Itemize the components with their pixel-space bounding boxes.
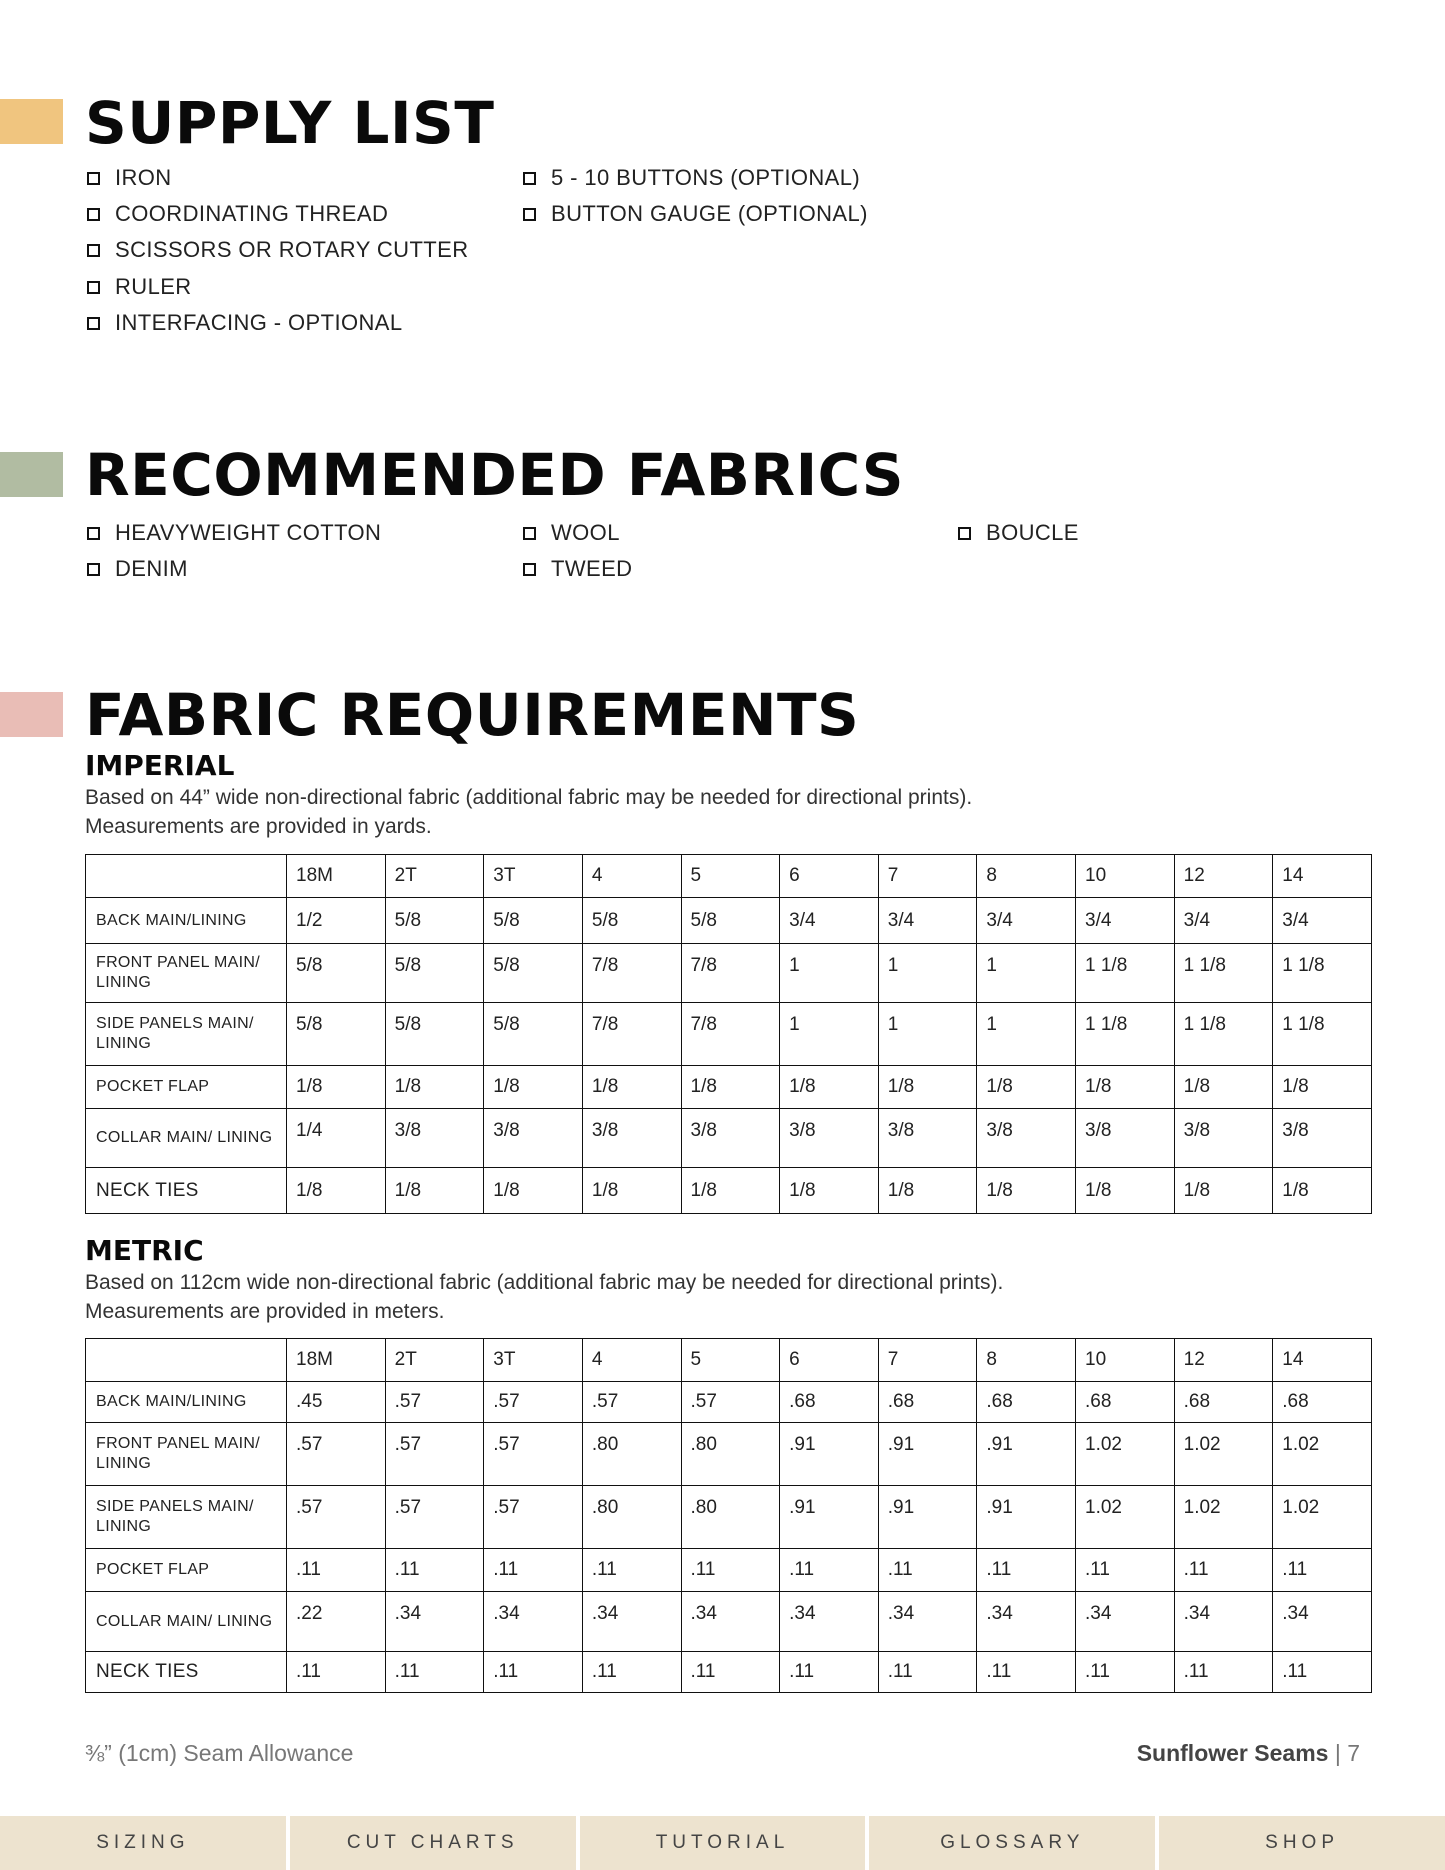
value-cell: 1/8 xyxy=(1273,1168,1372,1214)
supply-list-color-bar xyxy=(0,99,63,144)
value-cell: .91 xyxy=(878,1486,977,1549)
row-label-cell: FRONT PANEL MAIN/ LINING xyxy=(86,1423,287,1486)
value-cell: .57 xyxy=(287,1423,386,1486)
value-cell: .68 xyxy=(1076,1382,1175,1423)
metric-note xyxy=(85,1268,1003,1326)
value-cell: .34 xyxy=(878,1592,977,1652)
value-cell: .11 xyxy=(385,1652,484,1693)
value-cell: 3/4 xyxy=(780,898,879,944)
value-cell: 3/8 xyxy=(780,1109,879,1168)
value-cell: .11 xyxy=(1076,1549,1175,1592)
value-cell: 1/8 xyxy=(582,1066,681,1109)
value-cell: 1/8 xyxy=(681,1066,780,1109)
supply-item[interactable]: IRON xyxy=(87,165,172,191)
checkbox-icon[interactable] xyxy=(523,172,536,185)
value-cell: 1/8 xyxy=(287,1066,386,1109)
fabric-item[interactable]: DENIM xyxy=(87,556,188,582)
value-cell: 1 1/8 xyxy=(1174,944,1273,1003)
size-header-cell: 14 xyxy=(1273,1339,1372,1382)
value-cell: .11 xyxy=(1273,1652,1372,1693)
recommended-fabrics-color-bar xyxy=(0,452,63,497)
value-cell: .11 xyxy=(977,1549,1076,1592)
value-cell: .34 xyxy=(1174,1592,1273,1652)
value-cell: 3/8 xyxy=(484,1109,583,1168)
value-cell: .45 xyxy=(287,1382,386,1423)
value-cell: 3/8 xyxy=(1076,1109,1175,1168)
row-label-cell: COLLAR MAIN/ LINING xyxy=(86,1592,287,1652)
bottom-navigation xyxy=(0,1816,1445,1870)
size-header-cell: 6 xyxy=(780,855,879,898)
value-cell: .34 xyxy=(582,1592,681,1652)
value-cell: 1 1/8 xyxy=(1273,944,1372,1003)
value-cell: 1/8 xyxy=(780,1066,879,1109)
value-cell: .57 xyxy=(484,1423,583,1486)
value-cell: .34 xyxy=(484,1592,583,1652)
size-header-cell: 10 xyxy=(1076,855,1175,898)
value-cell: .34 xyxy=(1273,1592,1372,1652)
value-cell: .91 xyxy=(780,1486,879,1549)
nav-tab-tutorial[interactable]: TUTORIAL xyxy=(580,1816,866,1870)
imperial-note-line1: Based on 44” wide non-directional fabric (additional fabric may be needed for directional prints). xyxy=(85,786,973,809)
value-cell: 5/8 xyxy=(385,1003,484,1066)
value-cell: .11 xyxy=(878,1652,977,1693)
value-cell: 1 xyxy=(780,944,879,1003)
value-cell: .11 xyxy=(681,1549,780,1592)
value-cell: 1 1/8 xyxy=(1076,1003,1175,1066)
value-cell: 3/8 xyxy=(385,1109,484,1168)
value-cell: 3/8 xyxy=(1174,1109,1273,1168)
value-cell: 1/8 xyxy=(1076,1168,1175,1214)
value-cell: 3/8 xyxy=(681,1109,780,1168)
imperial-requirements-table xyxy=(85,854,1372,1214)
row-label-cell: SIDE PANELS MAIN/ LINING xyxy=(86,1003,287,1066)
value-cell: 3/8 xyxy=(878,1109,977,1168)
value-cell: .91 xyxy=(977,1423,1076,1486)
nav-tab-glossary[interactable]: GLOSSARY xyxy=(869,1816,1155,1870)
value-cell: 1.02 xyxy=(1076,1486,1175,1549)
value-cell: .11 xyxy=(878,1549,977,1592)
size-header-cell: 18M xyxy=(287,855,386,898)
size-header-cell: 3T xyxy=(484,855,583,898)
checkbox-icon[interactable] xyxy=(523,208,536,221)
value-cell: .11 xyxy=(977,1652,1076,1693)
value-cell: 1.02 xyxy=(1174,1423,1273,1486)
metric-note-line2: Measurements are provided in meters. xyxy=(85,1300,445,1323)
table-row xyxy=(86,1109,1372,1168)
table-row xyxy=(86,1549,1372,1592)
row-label-cell: NECK TIES xyxy=(86,1168,287,1214)
size-header-cell: 8 xyxy=(977,855,1076,898)
value-cell: 3/4 xyxy=(1273,898,1372,944)
value-cell: 5/8 xyxy=(385,944,484,1003)
value-cell: 5/8 xyxy=(484,1003,583,1066)
value-cell: 7/8 xyxy=(681,944,780,1003)
value-cell: 1 xyxy=(977,1003,1076,1066)
value-cell: 1/8 xyxy=(1174,1168,1273,1214)
size-header-cell: 7 xyxy=(878,1339,977,1382)
value-cell: .68 xyxy=(878,1382,977,1423)
value-cell: .11 xyxy=(780,1652,879,1693)
value-cell: 1/4 xyxy=(287,1109,386,1168)
table-row xyxy=(86,1423,1372,1486)
value-cell: .68 xyxy=(1273,1382,1372,1423)
value-cell: .68 xyxy=(977,1382,1076,1423)
size-header-cell: 4 xyxy=(582,855,681,898)
size-header-cell: 10 xyxy=(1076,1339,1175,1382)
supply-item[interactable]: COORDINATING THREAD xyxy=(87,201,388,227)
value-cell: .11 xyxy=(1273,1549,1372,1592)
table-row xyxy=(86,1066,1372,1109)
value-cell: 3/4 xyxy=(977,898,1076,944)
value-cell: 1/8 xyxy=(681,1168,780,1214)
value-cell: 1/8 xyxy=(1174,1066,1273,1109)
value-cell: 1/8 xyxy=(484,1168,583,1214)
size-header-row xyxy=(86,1339,1372,1382)
row-label-cell: COLLAR MAIN/ LINING xyxy=(86,1109,287,1168)
row-label-cell: BACK MAIN/LINING xyxy=(86,1382,287,1423)
metric-note-line1: Based on 112cm wide non-directional fabric (additional fabric may be needed for directional prints). xyxy=(85,1271,1004,1294)
size-header-cell: 12 xyxy=(1174,1339,1273,1382)
metric-requirements-table xyxy=(85,1338,1372,1693)
value-cell: .68 xyxy=(1174,1382,1273,1423)
value-cell: .11 xyxy=(780,1549,879,1592)
value-cell: 3/4 xyxy=(1174,898,1273,944)
size-header-cell: 5 xyxy=(681,1339,780,1382)
value-cell: 1 1/8 xyxy=(1273,1003,1372,1066)
value-cell: 1/8 xyxy=(780,1168,879,1214)
table-row xyxy=(86,1486,1372,1549)
value-cell: .11 xyxy=(582,1549,681,1592)
value-cell: 1.02 xyxy=(1273,1486,1372,1549)
value-cell: .57 xyxy=(385,1423,484,1486)
value-cell: .80 xyxy=(681,1423,780,1486)
table-row xyxy=(86,1382,1372,1423)
supply-list-title: SUPPLY LIST xyxy=(85,89,495,157)
value-cell: .11 xyxy=(1174,1549,1273,1592)
page-footer-brand xyxy=(1137,1740,1360,1767)
value-cell: 7/8 xyxy=(582,944,681,1003)
brand-name: Sunflower Seams xyxy=(1136,1740,1329,1766)
nav-tab-sizing[interactable]: SIZING xyxy=(0,1816,286,1870)
value-cell: .22 xyxy=(287,1592,386,1652)
checkbox-icon[interactable] xyxy=(87,281,100,294)
imperial-note xyxy=(85,783,972,841)
value-cell: 1/8 xyxy=(977,1168,1076,1214)
row-label-cell: NECK TIES xyxy=(86,1652,287,1693)
value-cell: .34 xyxy=(681,1592,780,1652)
fabric-requirements-color-bar xyxy=(0,692,63,737)
value-cell: 1.02 xyxy=(1273,1423,1372,1486)
value-cell: 1/8 xyxy=(1273,1066,1372,1109)
checkbox-icon[interactable] xyxy=(87,563,100,576)
value-cell: .11 xyxy=(1174,1652,1273,1693)
row-label-cell: SIDE PANELS MAIN/ LINING xyxy=(86,1486,287,1549)
checkbox-icon[interactable] xyxy=(87,208,100,221)
value-cell: 1/8 xyxy=(484,1066,583,1109)
supply-item[interactable]: RULER xyxy=(87,274,192,300)
value-cell: 5/8 xyxy=(385,898,484,944)
value-cell: 1/8 xyxy=(977,1066,1076,1109)
value-cell: 1/8 xyxy=(878,1168,977,1214)
value-cell: 3/8 xyxy=(977,1109,1076,1168)
value-cell: 1.02 xyxy=(1076,1423,1175,1486)
value-cell: .11 xyxy=(681,1652,780,1693)
page-number: 7 xyxy=(1347,1740,1360,1766)
value-cell: 1 xyxy=(780,1003,879,1066)
value-cell: .68 xyxy=(780,1382,879,1423)
footer-separator: | xyxy=(1328,1740,1348,1766)
value-cell: 5/8 xyxy=(484,944,583,1003)
header-blank-cell xyxy=(86,1339,287,1382)
value-cell: 3/8 xyxy=(582,1109,681,1168)
value-cell: .91 xyxy=(977,1486,1076,1549)
value-cell: .80 xyxy=(582,1486,681,1549)
supply-item[interactable]: SCISSORS OR ROTARY CUTTER xyxy=(87,237,469,263)
fabric-item[interactable]: TWEED xyxy=(523,556,632,582)
value-cell: 1/8 xyxy=(385,1168,484,1214)
size-header-cell: 8 xyxy=(977,1339,1076,1382)
checkbox-icon[interactable] xyxy=(523,563,536,576)
value-cell: .57 xyxy=(484,1486,583,1549)
nav-tab-cut-charts[interactable]: CUT CHARTS xyxy=(290,1816,576,1870)
recommended-fabrics-title: RECOMMENDED FABRICS xyxy=(85,441,905,509)
value-cell: .11 xyxy=(287,1549,386,1592)
value-cell: 7/8 xyxy=(582,1003,681,1066)
supply-item[interactable]: BUTTON GAUGE (OPTIONAL) xyxy=(523,201,868,227)
checkbox-icon[interactable] xyxy=(87,527,100,540)
seam-allowance-note: ⅜” (1cm) Seam Allowance xyxy=(85,1740,354,1766)
size-header-row xyxy=(86,855,1372,898)
value-cell: .80 xyxy=(681,1486,780,1549)
fabric-item[interactable]: BOUCLE xyxy=(958,520,1079,546)
imperial-note-line2: Measurements are provided in yards. xyxy=(85,815,432,838)
table-row xyxy=(86,1003,1372,1066)
value-cell: 3/4 xyxy=(878,898,977,944)
value-cell: 5/8 xyxy=(484,898,583,944)
value-cell: .91 xyxy=(780,1423,879,1486)
value-cell: .11 xyxy=(484,1549,583,1592)
value-cell: .34 xyxy=(1076,1592,1175,1652)
value-cell: 3/8 xyxy=(1273,1109,1372,1168)
value-cell: 1/2 xyxy=(287,898,386,944)
value-cell: .57 xyxy=(287,1486,386,1549)
value-cell: 1 1/8 xyxy=(1076,944,1175,1003)
value-cell: 1/8 xyxy=(582,1168,681,1214)
value-cell: 5/8 xyxy=(287,1003,386,1066)
size-header-cell: 4 xyxy=(582,1339,681,1382)
value-cell: .34 xyxy=(977,1592,1076,1652)
table-row xyxy=(86,1652,1372,1693)
value-cell: 1 xyxy=(977,944,1076,1003)
size-header-cell: 3T xyxy=(484,1339,583,1382)
row-label-cell: FRONT PANEL MAIN/ LINING xyxy=(86,944,287,1003)
value-cell: 1/8 xyxy=(287,1168,386,1214)
checkbox-icon[interactable] xyxy=(958,527,971,540)
value-cell: .57 xyxy=(681,1382,780,1423)
fabric-item[interactable]: WOOL xyxy=(523,520,620,546)
value-cell: .91 xyxy=(878,1423,977,1486)
value-cell: .57 xyxy=(484,1382,583,1423)
value-cell: .80 xyxy=(582,1423,681,1486)
value-cell: .11 xyxy=(582,1652,681,1693)
value-cell: 1/8 xyxy=(385,1066,484,1109)
size-header-cell: 6 xyxy=(780,1339,879,1382)
value-cell: .57 xyxy=(582,1382,681,1423)
value-cell: 1.02 xyxy=(1174,1486,1273,1549)
value-cell: 1/8 xyxy=(1076,1066,1175,1109)
value-cell: .11 xyxy=(287,1652,386,1693)
value-cell: 5/8 xyxy=(287,944,386,1003)
size-header-cell: 2T xyxy=(385,855,484,898)
size-header-cell: 7 xyxy=(878,855,977,898)
value-cell: .11 xyxy=(1076,1652,1175,1693)
value-cell: 1/8 xyxy=(878,1066,977,1109)
value-cell: .57 xyxy=(385,1486,484,1549)
table-row xyxy=(86,898,1372,944)
size-header-cell: 18M xyxy=(287,1339,386,1382)
value-cell: 3/4 xyxy=(1076,898,1175,944)
value-cell: 5/8 xyxy=(681,898,780,944)
value-cell: 7/8 xyxy=(681,1003,780,1066)
row-label-cell: POCKET FLAP xyxy=(86,1066,287,1109)
value-cell: 5/8 xyxy=(582,898,681,944)
row-label-cell: BACK MAIN/LINING xyxy=(86,898,287,944)
value-cell: 1 xyxy=(878,1003,977,1066)
size-header-cell: 2T xyxy=(385,1339,484,1382)
supply-item[interactable]: INTERFACING - OPTIONAL xyxy=(87,310,403,336)
checkbox-icon[interactable] xyxy=(87,317,100,330)
value-cell: .57 xyxy=(385,1382,484,1423)
header-blank-cell xyxy=(86,855,287,898)
imperial-heading: IMPERIAL xyxy=(85,749,235,782)
table-row xyxy=(86,1592,1372,1652)
value-cell: .11 xyxy=(484,1652,583,1693)
supply-item[interactable]: 5 - 10 BUTTONS (OPTIONAL) xyxy=(523,165,860,191)
nav-tab-shop[interactable]: SHOP xyxy=(1159,1816,1445,1870)
size-header-cell: 5 xyxy=(681,855,780,898)
checkbox-icon[interactable] xyxy=(87,172,100,185)
checkbox-icon[interactable] xyxy=(523,527,536,540)
checkbox-icon[interactable] xyxy=(87,244,100,257)
value-cell: .34 xyxy=(780,1592,879,1652)
size-header-cell: 14 xyxy=(1273,855,1372,898)
row-label-cell: POCKET FLAP xyxy=(86,1549,287,1592)
value-cell: 1 xyxy=(878,944,977,1003)
fabric-item[interactable]: HEAVYWEIGHT COTTON xyxy=(87,520,381,546)
table-row xyxy=(86,944,1372,1003)
value-cell: .11 xyxy=(385,1549,484,1592)
fabric-requirements-title: FABRIC REQUIREMENTS xyxy=(85,681,860,749)
size-header-cell: 12 xyxy=(1174,855,1273,898)
value-cell: .34 xyxy=(385,1592,484,1652)
table-row xyxy=(86,1168,1372,1214)
value-cell: 1 1/8 xyxy=(1174,1003,1273,1066)
metric-heading: METRIC xyxy=(85,1234,204,1267)
